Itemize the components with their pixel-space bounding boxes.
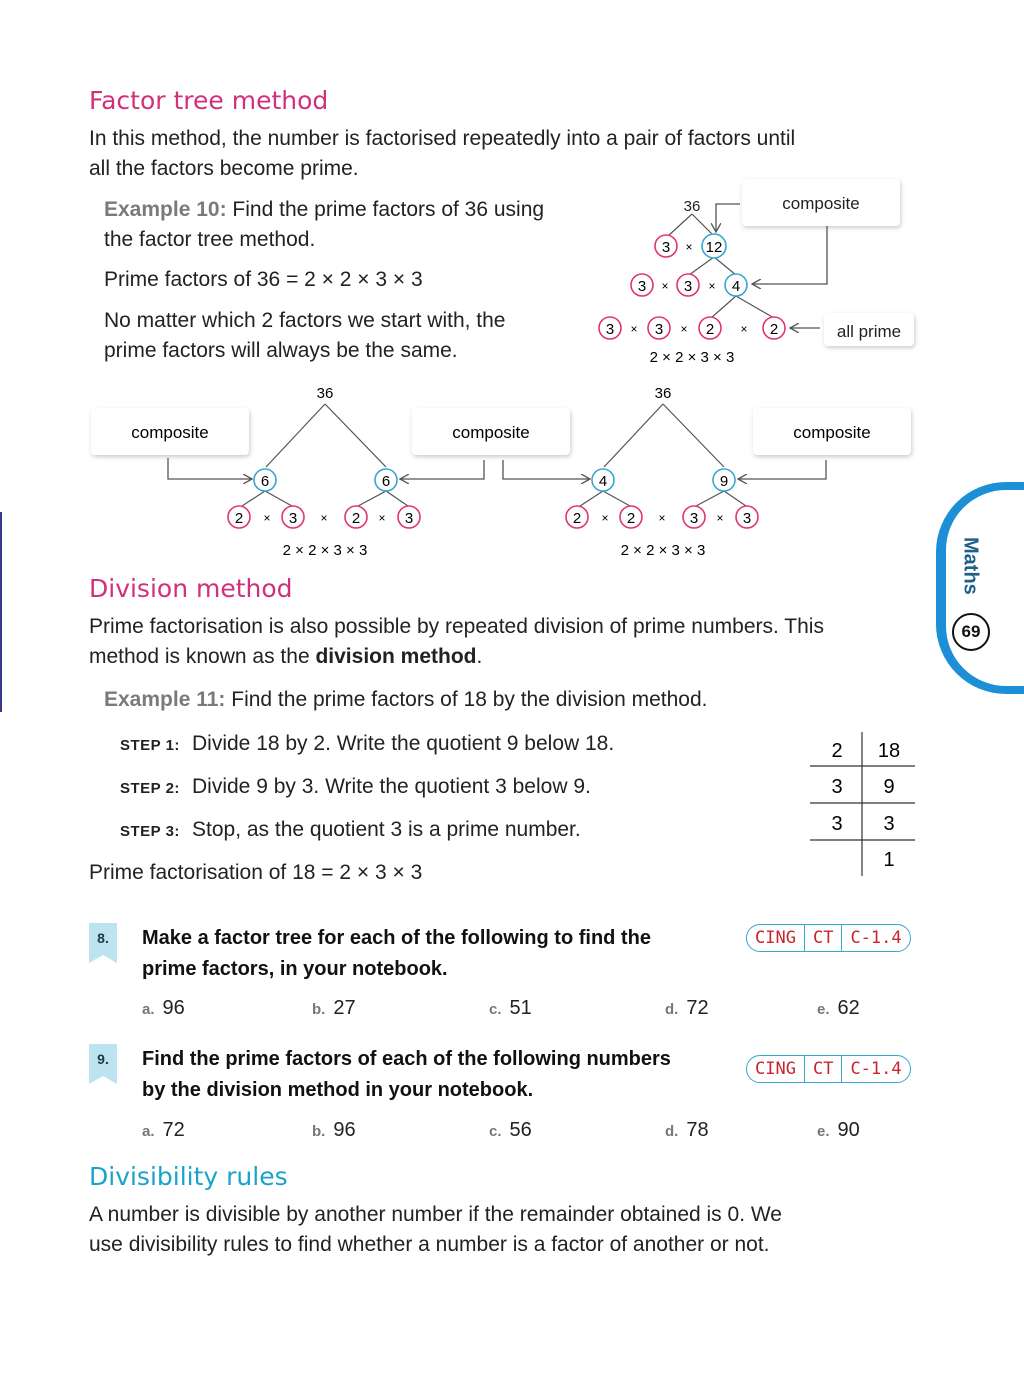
left-factor-tree bbox=[91, 385, 570, 559]
right-r2-d: 3 bbox=[742, 510, 752, 527]
example-10-text-1: Find the prime factors of 36 using bbox=[232, 198, 545, 221]
q9-option-d bbox=[665, 1119, 709, 1142]
step-2-label: STEP 2: bbox=[120, 780, 180, 797]
page-number: 69 bbox=[952, 613, 990, 651]
right-product: 2 × 2 × 3 × 3 bbox=[620, 542, 706, 559]
q9-option-b-label: b. bbox=[312, 1123, 326, 1140]
table-dividend-2: 9 bbox=[883, 776, 895, 798]
table-divisor-3: 3 bbox=[831, 813, 843, 835]
q9-option-a-label: a. bbox=[142, 1123, 155, 1140]
right-r2-x2: × bbox=[658, 511, 666, 525]
top-r2-c: 4 bbox=[731, 278, 741, 295]
top-callout-all-prime: all prime bbox=[836, 322, 902, 341]
right-r1-a: 4 bbox=[598, 473, 608, 490]
q8-option-c bbox=[489, 997, 532, 1020]
divisibility-text bbox=[89, 1200, 782, 1260]
division-intro-2a: method is known as the bbox=[89, 645, 316, 668]
example-10-label: Example 10: bbox=[104, 198, 227, 221]
q8-option-b-value: 27 bbox=[333, 997, 356, 1019]
right-r2-a: 2 bbox=[572, 510, 582, 527]
q8-option-e-value: 62 bbox=[837, 997, 860, 1019]
q9-option-d-label: d. bbox=[665, 1123, 679, 1140]
q9-option-e-label: e. bbox=[817, 1123, 830, 1140]
tag-ct: CT bbox=[804, 925, 841, 951]
left-root: 36 bbox=[316, 385, 334, 402]
question-9-text-2: by the division method in your notebook. bbox=[142, 1079, 534, 1101]
top-r2-a: 3 bbox=[637, 278, 647, 295]
left-r2-x1: × bbox=[263, 511, 271, 525]
factor-tree-heading: Factor tree method bbox=[89, 86, 329, 115]
q8-option-a-value: 96 bbox=[162, 997, 185, 1019]
question-8 bbox=[89, 923, 117, 963]
division-intro bbox=[89, 612, 824, 672]
tag-cing: CING bbox=[755, 1059, 796, 1079]
question-9-number: 9. bbox=[89, 1044, 117, 1074]
top-factor-tree bbox=[599, 179, 914, 366]
top-r3-x3: × bbox=[740, 322, 748, 336]
step-2 bbox=[120, 772, 591, 804]
right-r2-x3: × bbox=[716, 511, 724, 525]
top-r2-b: 3 bbox=[683, 278, 693, 295]
top-r3-x1: × bbox=[630, 322, 638, 336]
example-11-text: Find the prime factors of 18 by the division method. bbox=[231, 688, 708, 711]
question-8-tags bbox=[746, 924, 911, 952]
left-r2-b: 3 bbox=[288, 510, 298, 527]
division-intro-2c: . bbox=[476, 645, 483, 668]
note-line-2: prime factors will always be the same. bbox=[104, 339, 458, 362]
left-product: 2 × 2 × 3 × 3 bbox=[282, 542, 368, 559]
top-callout-composite: composite bbox=[782, 194, 860, 213]
right-r2-x1: × bbox=[601, 511, 609, 525]
left-r1-a: 6 bbox=[260, 473, 270, 490]
table-dividend-1: 18 bbox=[877, 740, 901, 762]
factor-tree-diagrams bbox=[0, 0, 1024, 570]
division-heading: Division method bbox=[89, 574, 293, 603]
step-3 bbox=[120, 815, 581, 847]
division-intro-2b: division method bbox=[315, 645, 477, 668]
right-root: 36 bbox=[654, 385, 672, 402]
question-9-tags bbox=[746, 1055, 911, 1083]
division-intro-1: Prime factorisation is also possible by repeated division of prime numbers. This bbox=[89, 615, 824, 638]
left-r1-b: 6 bbox=[381, 473, 391, 490]
question-8-text bbox=[142, 923, 651, 985]
q8-option-b-label: b. bbox=[312, 1001, 326, 1018]
q8-option-e-label: e. bbox=[817, 1001, 830, 1018]
right-callout-composite: composite bbox=[793, 423, 871, 442]
example-11 bbox=[104, 685, 708, 715]
intro-line-1: In this method, the number is factorised repeatedly into a pair of factors until bbox=[89, 127, 796, 150]
division-table bbox=[805, 728, 920, 880]
table-quotient-final: 1 bbox=[883, 849, 895, 871]
step-3-label: STEP 3: bbox=[120, 823, 180, 840]
note-line-1: No matter which 2 factors we start with, the bbox=[104, 309, 506, 332]
q8-option-c-value: 51 bbox=[509, 997, 532, 1019]
q9-option-c-label: c. bbox=[489, 1123, 502, 1140]
subject-label: Maths bbox=[959, 537, 982, 595]
q8-option-c-label: c. bbox=[489, 1001, 502, 1018]
q8-option-b bbox=[312, 997, 356, 1020]
top-r3-d: 2 bbox=[769, 321, 779, 338]
question-8-text-1: Make a factor tree for each of the following to find the bbox=[142, 927, 651, 949]
q8-option-d-label: d. bbox=[665, 1001, 679, 1018]
q8-option-a-label: a. bbox=[142, 1001, 155, 1018]
prime-factors-36: Prime factors of 36 = 2 × 2 × 3 × 3 bbox=[104, 268, 423, 291]
left-r2-x3: × bbox=[378, 511, 386, 525]
q8-option-e bbox=[817, 997, 860, 1020]
right-r2-c: 3 bbox=[689, 510, 699, 527]
step-2-text: Divide 9 by 3. Write the quotient 3 below 9. bbox=[192, 775, 591, 798]
step-1-text: Divide 18 by 2. Write the quotient 9 below 18. bbox=[192, 732, 615, 755]
intro-line-2: all the factors become prime. bbox=[89, 157, 359, 180]
ribbon-notch-icon bbox=[89, 1074, 117, 1084]
top-r3-a: 3 bbox=[605, 321, 615, 338]
right-r1-b: 9 bbox=[719, 473, 729, 490]
table-dividend-3: 3 bbox=[883, 813, 895, 835]
ribbon-notch-icon bbox=[89, 953, 117, 963]
top-r2-x1: × bbox=[661, 279, 669, 293]
right-r2-b: 2 bbox=[626, 510, 636, 527]
question-9-text bbox=[142, 1044, 671, 1106]
left-r2-d: 3 bbox=[404, 510, 414, 527]
question-9 bbox=[89, 1044, 117, 1084]
division-result: Prime factorisation of 18 = 2 × 3 × 3 bbox=[89, 861, 423, 884]
top-r1-b: 12 bbox=[705, 239, 723, 256]
divisibility-heading: Divisibility rules bbox=[89, 1162, 288, 1191]
q9-option-c-value: 56 bbox=[509, 1119, 532, 1141]
q9-option-c bbox=[489, 1119, 532, 1142]
example-10-text-2: the factor tree method. bbox=[104, 228, 316, 251]
top-root: 36 bbox=[683, 198, 701, 215]
margin-rule bbox=[0, 512, 2, 712]
q9-option-b bbox=[312, 1119, 356, 1142]
left-callout-composite: composite bbox=[131, 423, 209, 442]
question-8-text-2: prime factors, in your notebook. bbox=[142, 958, 448, 980]
q8-option-a bbox=[142, 997, 185, 1020]
top-r1-a: 3 bbox=[661, 239, 671, 256]
divisibility-text-1: A number is divisible by another number if the remainder obtained is 0. We bbox=[89, 1203, 782, 1226]
top-r1-x: × bbox=[685, 240, 693, 254]
step-3-text: Stop, as the quotient 3 is a prime number. bbox=[192, 818, 581, 841]
divisibility-text-2: use divisibility rules to find whether a number is a factor of another or not. bbox=[89, 1233, 770, 1256]
left-r2-x2: × bbox=[320, 511, 328, 525]
q9-option-a bbox=[142, 1119, 185, 1142]
mid-callout-composite: composite bbox=[452, 423, 530, 442]
tag-c14: C-1.4 bbox=[841, 1056, 909, 1082]
top-product: 2 × 2 × 3 × 3 bbox=[649, 349, 735, 366]
q9-option-b-value: 96 bbox=[333, 1119, 356, 1141]
q9-option-a-value: 72 bbox=[162, 1119, 185, 1141]
table-divisor-2: 3 bbox=[831, 776, 843, 798]
example-11-label: Example 11: bbox=[104, 688, 226, 711]
q9-option-e-value: 90 bbox=[837, 1119, 860, 1141]
step-1-label: STEP 1: bbox=[120, 737, 180, 754]
question-8-number: 8. bbox=[89, 923, 117, 953]
table-divisor-1: 2 bbox=[831, 740, 843, 762]
step-1 bbox=[120, 729, 614, 761]
question-9-text-1: Find the prime factors of each of the following numbers bbox=[142, 1048, 671, 1070]
tag-c14: C-1.4 bbox=[841, 925, 909, 951]
tag-ct: CT bbox=[804, 1056, 841, 1082]
q8-option-d bbox=[665, 997, 709, 1020]
q9-option-e bbox=[817, 1119, 860, 1142]
left-r2-a: 2 bbox=[234, 510, 244, 527]
top-r3-b: 3 bbox=[654, 321, 664, 338]
top-r2-x2: × bbox=[708, 279, 716, 293]
top-r3-c: 2 bbox=[705, 321, 715, 338]
q9-option-d-value: 78 bbox=[686, 1119, 709, 1141]
tag-cing: CING bbox=[755, 928, 796, 948]
top-r3-x2: × bbox=[680, 322, 688, 336]
q8-option-d-value: 72 bbox=[686, 997, 709, 1019]
left-r2-c: 2 bbox=[351, 510, 361, 527]
